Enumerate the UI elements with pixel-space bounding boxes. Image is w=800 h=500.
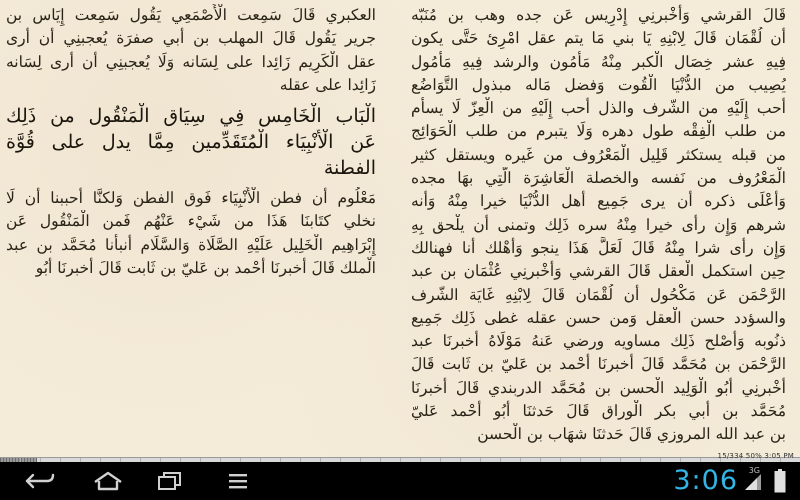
- text-line: فِيهِ عشر خِصَال الْكبر مِنْهُ مَأْمُون والرشد فِيهِ مَأْمُول: [411, 52, 786, 71]
- network-type-label: 3G: [748, 466, 760, 475]
- text-line: الرَّحْمَن عَن مَكْحُول أَن لُقْمَان قَالَ لِابْنِهِ غَايَة الشّرف: [411, 285, 786, 304]
- back-arrow-icon: [23, 471, 57, 491]
- text-line: زَائِدا على عقله: [279, 75, 376, 94]
- back-button[interactable]: [18, 468, 62, 494]
- text-line: الْمَعْرُوف من نَفسه والخصلة الْعَاشِرَة الَّتِي بهَا مجده: [411, 169, 786, 188]
- reader-status-text: 15/334 50% 3:05 PM: [717, 452, 794, 460]
- text-line: وَأَعْلَى ذكره أَن يرى جَمِيع أهل الدُّنْيَا خيرا مِنْهُ وَأَنه: [411, 192, 786, 211]
- text-line: الرَّحْمَن بن مُحَمَّد قَالَ أخبرنَا أَحْمد بن عَليّ بن ثَابت قَالَ: [411, 355, 786, 374]
- text-line: حِين استكمل الْعقل قَالَ القرشي وَأَخْبرنِي عُثْمَان بن عبد: [411, 262, 786, 281]
- text-line: إِبْرَاهِيم الْخَلِيل عَلَيْهِ الصَّلَاة وَالسَّلَام أنبأنا مُحَمَّد بن عبد: [6, 235, 376, 254]
- text-line: نخلي كتَابنَا هَذَا من شَيْء عَنْهُم فَمن الْمَنْقُول عَن: [6, 212, 376, 231]
- text-line: الْملك قَالَ أخبرنَا أَحْمد بن عَليّ بن ثَابت قَالَ أخبرنَا أَبُو: [35, 259, 376, 278]
- recent-apps-button[interactable]: [148, 468, 192, 494]
- text-line: والسؤدد حسن الْعقل وَمن حسن عقله غطى ذَلِك جَمِيع: [411, 308, 786, 327]
- text-line: مَعْلُوم أَن فطن الْأَنْبِيَاء فَوق الفطن وَلكنَّا أحببنا أَن لَا: [6, 189, 376, 208]
- chapter-heading-line: الْبَاب الْخَامِس فِي سِيَاق الْمَنْقُول من ذَلِك: [6, 105, 376, 128]
- recent-apps-icon: [155, 470, 185, 492]
- text-line: بن عبد الله المروزي قَالَ حَدثنَا شهَاب بن الْحسن: [477, 425, 786, 444]
- chapter-heading-line: الفطنة: [323, 157, 376, 180]
- text-line: مُحَمَّد بن أبي بكر الْوراق قَالَ حَدثنَا أَبُو أَحْمد عَليّ: [411, 402, 786, 421]
- overflow-menu-button[interactable]: [216, 468, 260, 494]
- text-line: جرير يَقُول قَالَ المهلب بن أبي صفرَة يُعجبنِي أَن أرى: [6, 29, 376, 48]
- text-line: من طلب الْفِقْه طول دهره وَلَا يتبرم من طلب الْحَوَائِج: [411, 122, 786, 141]
- left-page[interactable]: [6, 4, 376, 452]
- system-navigation-bar: [0, 462, 800, 500]
- text-line: شرهم وَإِن رأى خيرا مِنْهُ سره ذَلِك وتمنى أَن يلْحق بِهِ: [411, 215, 786, 234]
- text-line: أَن لُقْمَان قَالَ لِابْنِهِ يَا بني مَا يتم عقل امْرِئ حَتَّى يكون: [411, 29, 786, 48]
- text-line: من قبله يستكثر قَلِيل الْمَعْرُوف من غَيره ويستقل كثير: [411, 145, 786, 164]
- home-button[interactable]: [86, 468, 130, 494]
- chapter-heading-line: عَن الْأَنْبِيَاء الْمُتَقَدِّمين مِمَّا يدل على قُوَّة: [6, 131, 376, 154]
- home-icon: [91, 470, 125, 492]
- text-line: العكبري قَالَ سَمِعت الْأَصْمَعِي يَقُول سَمِعت إِيَاس بن: [6, 6, 376, 24]
- text-line: يُصِيب من الدُّنْيَا الْقُوت وَفضل مَاله مبذول التَّوَاضُع: [411, 75, 786, 94]
- text-line: أَخْبرنِي أَبُو الْوَلِيد الْحسن بن مُحَمَّد الدربندي قَالَ أخبرنَا: [411, 378, 786, 397]
- text-line: عقل الْكَرِيم زَائِدا على لِسَانه وَلَا يُعجبنِي أَن أرى لِسَانه: [6, 52, 376, 71]
- battery-icon: [774, 469, 786, 493]
- signal-strength-icon: [744, 471, 762, 491]
- text-line: وَإِن رأى شرا مِنْهُ قَالَ لَعَلَّ هَذَا ينجو وَأَهْلك أَنا فهنالك: [411, 238, 786, 257]
- text-line: قَالَ القرشي وَأَخْبرنِي إِدْرِيس عَن جده وهب بن مُنَبّه: [411, 6, 786, 24]
- text-line: ذنُوبه وَأصْلح ذَلِك مساويه ورضي عَنهُ مَوْلَاهُ أخبرنَا عبد: [411, 332, 786, 351]
- overflow-menu-icon: [227, 470, 249, 492]
- right-page[interactable]: [411, 4, 786, 452]
- text-line: أحب إِلَيْهِ من الشّرف والذل أحب إِلَيْهِ من الْعِزّ لَا يسأم: [411, 99, 786, 118]
- clock[interactable]: 3:06: [673, 465, 738, 496]
